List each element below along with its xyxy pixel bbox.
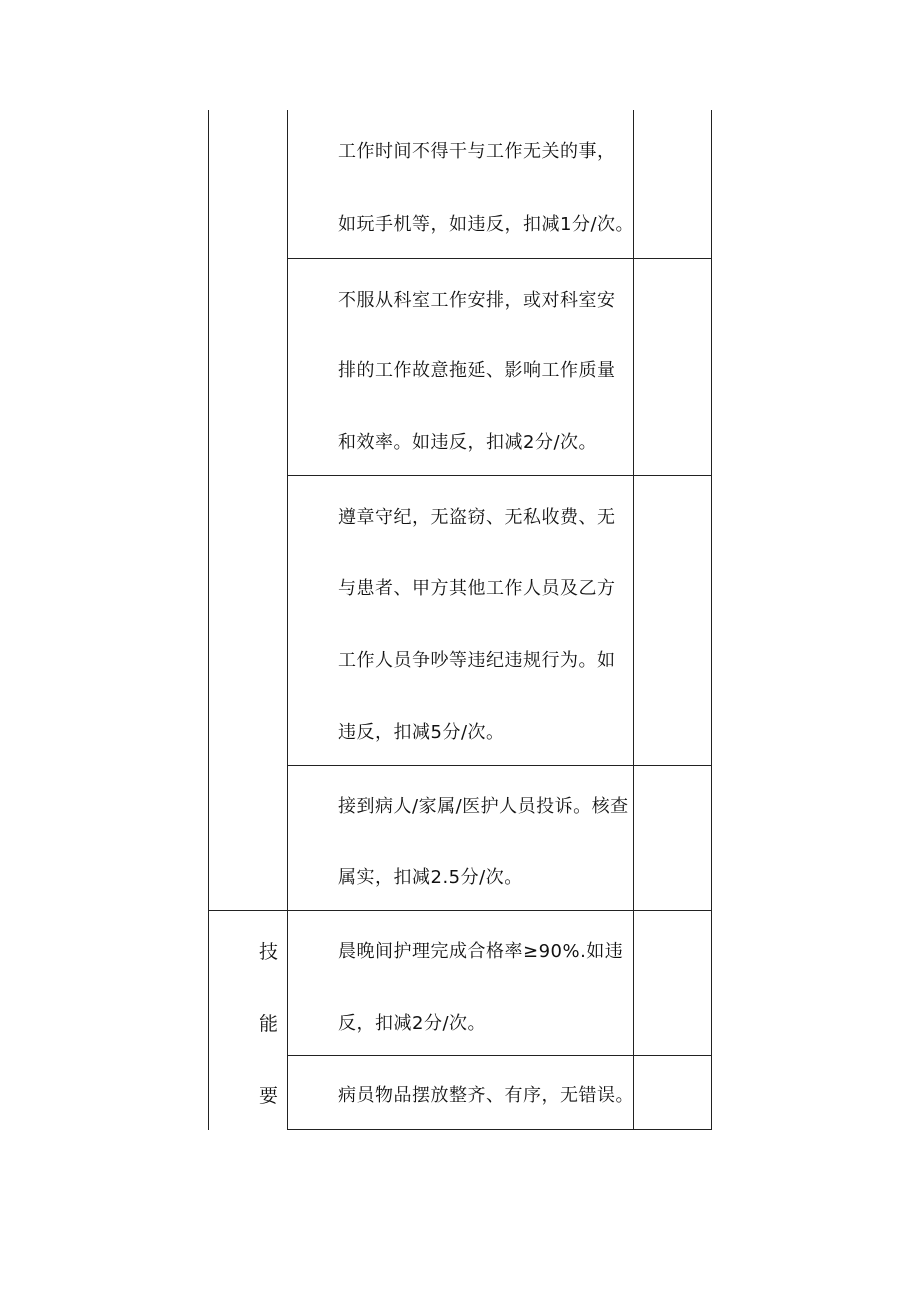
rule-text-line: 不服从科室工作安排，或对科室安: [338, 290, 616, 311]
rule-text-line: 如玩手机等，如违反，扣减1分/次。: [338, 214, 635, 235]
table-border-left: [208, 110, 209, 1130]
rule-text-line: 和效率。如违反，扣减2分/次。: [338, 432, 598, 453]
rule-text-line: 违反，扣减5分/次。: [338, 722, 505, 743]
rule-text-line: 工作时间不得干与工作无关的事，: [338, 141, 616, 162]
row-divider: [287, 765, 712, 766]
row-divider: [287, 258, 712, 259]
rule-text-line: 排的工作故意拖延、影响工作质量: [338, 360, 616, 381]
rule-text-line: 晨晚间护理完成合格率≥90%.如违: [338, 941, 624, 962]
row-divider: [287, 475, 712, 476]
rule-text-line: 属实，扣减2.5分/次。: [338, 867, 523, 888]
row-divider: [287, 1055, 712, 1056]
rule-text-line: 遵章守纪，无盗窃、无私收费、无: [338, 507, 616, 528]
rule-text-line: 反，扣减2分/次。: [338, 1013, 487, 1034]
table-divider-col2: [633, 110, 634, 1130]
rule-text-line: 接到病人/家属/医护人员投诉。核查: [338, 796, 629, 817]
row-divider: [208, 910, 712, 911]
table-divider-col1: [287, 110, 288, 1130]
rule-text-line: 工作人员争吵等违纪违规行为。如: [338, 650, 616, 671]
category-char: 要: [259, 1085, 279, 1107]
rule-text-line: 病员物品摆放整齐、有序，无错误。: [338, 1085, 634, 1106]
category-char: 能: [259, 1013, 279, 1035]
table-bottom-border: [287, 1129, 712, 1130]
table-border-right: [711, 110, 712, 1130]
rule-text-line: 与患者、甲方其他工作人员及乙方: [338, 578, 616, 599]
category-char: 技: [259, 941, 279, 963]
